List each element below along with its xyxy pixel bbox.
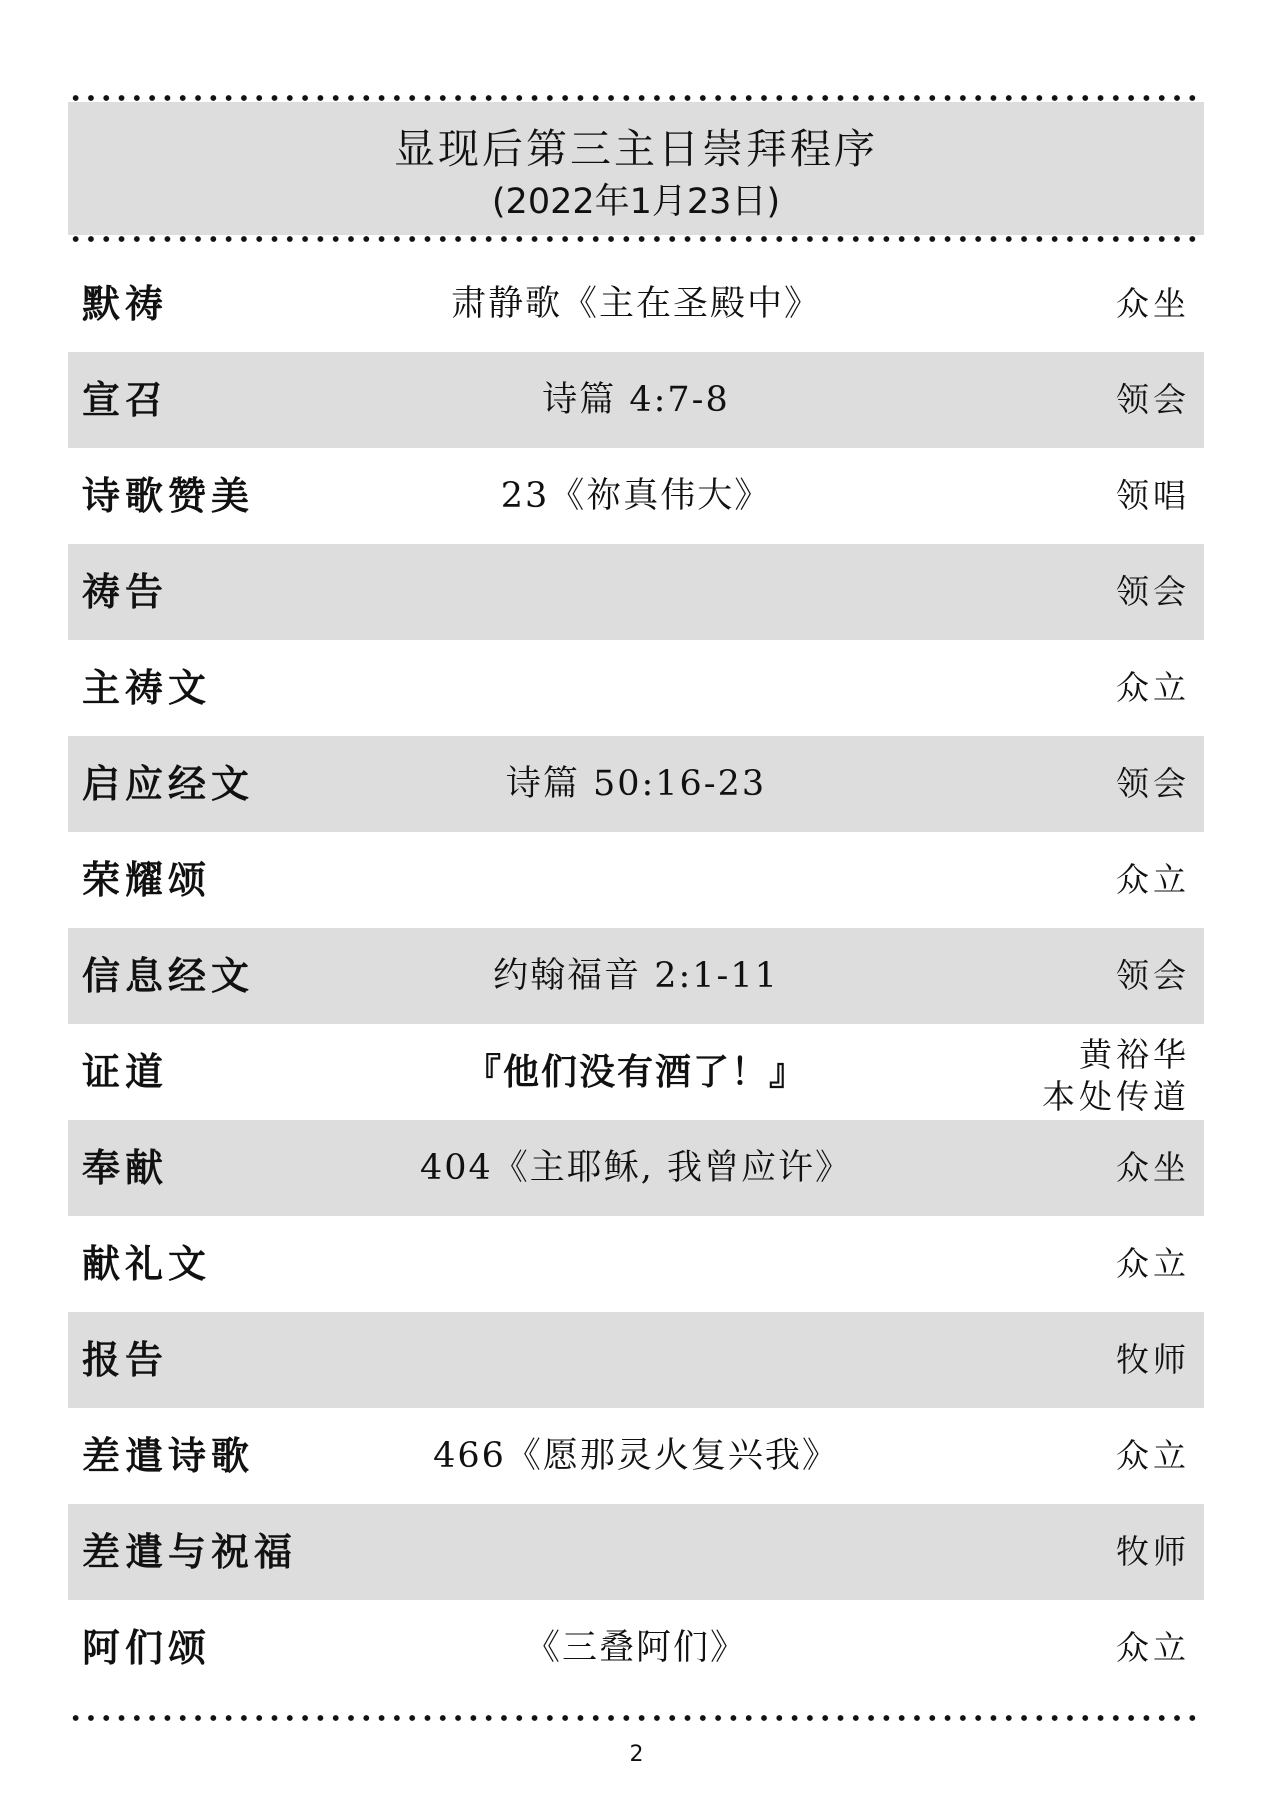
item-label: 奉献 [82, 1145, 169, 1190]
sermon-title: 『他们没有酒了！』 [464, 1051, 807, 1093]
item-detail: 肃静歌《主在圣殿中》 [450, 284, 821, 324]
preacher-role: 本处传道 [1042, 1077, 1190, 1116]
item-label: 诗歌赞美 [82, 473, 255, 518]
item-label: 信息经文 [82, 953, 255, 998]
item-participant: 众坐 [1116, 1148, 1190, 1187]
program-row [68, 544, 1204, 640]
item-label: 报告 [82, 1337, 169, 1382]
program-row [68, 832, 1204, 928]
item-detail: 《三叠阿们》 [524, 1628, 747, 1668]
item-participant: 领会 [1116, 764, 1190, 803]
item-detail: 404《主耶稣, 我曾应许》 [419, 1148, 853, 1188]
service-date: (2022年1月23日) [491, 182, 781, 222]
page-number: 2 [629, 1742, 644, 1767]
item-participant: 众立 [1116, 1244, 1190, 1283]
item-participant: 众立 [1116, 1628, 1190, 1667]
item-participant: 牧师 [1116, 1532, 1190, 1571]
item-label: 主祷文 [82, 665, 212, 710]
item-label: 差遣与祝福 [82, 1529, 298, 1574]
program-row [68, 448, 1204, 544]
item-participant: 众立 [1116, 668, 1190, 707]
program-row [68, 1600, 1204, 1696]
item-participant: 众坐 [1116, 284, 1190, 323]
bottom-dotted-divider [68, 1715, 1204, 1721]
item-participant: 众立 [1116, 1436, 1190, 1475]
program-row [68, 256, 1204, 352]
program-row [68, 736, 1204, 832]
item-participant: 领会 [1116, 956, 1190, 995]
item-participant: 牧师 [1116, 1340, 1190, 1379]
item-label: 宣召 [82, 377, 169, 422]
item-detail [248, 832, 1024, 928]
item-detail [248, 640, 1024, 736]
preacher-name: 黄裕华 [1079, 1035, 1190, 1074]
item-participant: 领会 [1116, 380, 1190, 419]
program-row [68, 1408, 1204, 1504]
program-row [68, 1504, 1204, 1600]
item-detail [248, 1216, 1024, 1312]
item-detail: 466《愿那灵火复兴我》 [433, 1436, 839, 1476]
header-dotted-divider [68, 236, 1204, 242]
order-of-service [68, 256, 1204, 1696]
page-title: 显现后第三主日崇拜程序 [394, 125, 878, 173]
program-row [68, 928, 1204, 1024]
program-row [68, 1216, 1204, 1312]
item-label: 证道 [82, 1049, 169, 1094]
program-row [68, 352, 1204, 448]
item-label: 默祷 [82, 281, 169, 326]
item-participant: 领会 [1116, 572, 1190, 611]
program-row [68, 1120, 1204, 1216]
program-row-sermon [68, 1024, 1204, 1120]
item-detail [248, 544, 1024, 640]
item-detail: 23《祢真伟大》 [500, 476, 772, 516]
service-header [68, 102, 1204, 235]
item-label: 差遣诗歌 [82, 1433, 255, 1478]
item-detail: 诗篇 50:16-23 [505, 764, 767, 804]
item-participant: 领唱 [1116, 476, 1190, 515]
item-participant: 众立 [1116, 860, 1190, 899]
item-detail [248, 1504, 1024, 1600]
top-dotted-divider [68, 95, 1204, 101]
item-detail [248, 1312, 1024, 1408]
item-label: 启应经文 [82, 761, 255, 806]
item-detail: 约翰福音 2:1-11 [493, 956, 779, 996]
program-row [68, 1312, 1204, 1408]
program-row [68, 640, 1204, 736]
item-detail: 诗篇 4:7-8 [542, 380, 730, 420]
item-label: 祷告 [82, 569, 169, 614]
preacher-info [1042, 1034, 1190, 1118]
item-label: 献礼文 [82, 1241, 212, 1286]
item-label: 阿们颂 [82, 1625, 212, 1670]
item-label: 荣耀颂 [82, 857, 212, 902]
